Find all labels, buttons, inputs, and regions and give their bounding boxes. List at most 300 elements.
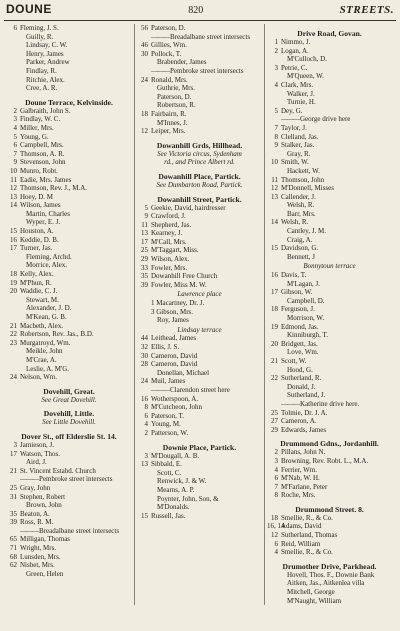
directory-entry	[6, 493, 132, 502]
entry-text: M'Donalds.	[157, 503, 190, 512]
house-number: 11	[10, 175, 17, 184]
intersection-line	[6, 475, 132, 484]
directory-entry	[267, 391, 392, 400]
entry-text: Miller, Mrs.	[20, 123, 54, 132]
house-number: 14	[271, 218, 278, 227]
entry-text: Smellie, R., & Co.	[281, 548, 333, 557]
directory-entry	[267, 514, 392, 523]
street-heading: Dowanhill Grds, Hillhead.	[156, 140, 243, 150]
house-number	[267, 72, 281, 81]
entry-text: M'Farlane, Peter	[281, 482, 328, 491]
directory-entry	[6, 458, 132, 467]
house-number	[267, 115, 281, 124]
entry-text: Parker, Andrew	[26, 58, 70, 67]
directory-entry	[267, 483, 392, 492]
house-number: 13	[141, 229, 148, 238]
entry-text: Nelson, Wm.	[20, 373, 58, 382]
directory-entry	[267, 531, 392, 540]
intersection-line	[267, 115, 392, 124]
directory-entry	[137, 316, 262, 325]
house-number	[137, 84, 151, 93]
entry-text: ——— Katherine drive here.	[281, 400, 392, 409]
house-number: 6	[13, 24, 17, 32]
directory-entry	[6, 184, 132, 193]
house-number: 16	[10, 235, 17, 244]
directory-entry	[137, 495, 262, 504]
directory-entry	[6, 124, 132, 133]
entry-text: Thomson, Rev. J., M.A.	[20, 184, 88, 193]
cross-reference-note: See Dumbarton Road, Partick.	[156, 180, 243, 189]
street-heading: Dowanhill Place, Partick.	[158, 171, 241, 181]
directory-entry	[137, 429, 262, 438]
directory-entry	[6, 244, 132, 253]
entry-text: Aird, J.	[26, 458, 47, 467]
house-number: 71	[10, 544, 17, 553]
directory-entry	[6, 115, 132, 124]
entry-text: Ferguson, J.	[281, 305, 315, 314]
page-number: 820	[188, 5, 204, 16]
directory-entry	[6, 58, 132, 67]
entry-text: Shepherd, Jas.	[151, 220, 192, 229]
house-number: 7	[13, 149, 17, 158]
house-number	[137, 477, 151, 486]
header-running-title: DOUNE	[6, 2, 52, 16]
entry-text: Mearns, A. P.	[157, 485, 195, 494]
house-number	[6, 501, 20, 510]
house-number: 39	[141, 280, 148, 289]
directory-entry	[267, 340, 392, 349]
entry-text: Fleming, Archd.	[26, 252, 72, 261]
house-number: 21	[10, 466, 17, 475]
directory-entry	[267, 297, 392, 306]
entry-text: M'Culloch, D.	[287, 55, 327, 64]
entry-text: Munro, Robt.	[20, 166, 58, 175]
entry-text: Morrison, W.	[287, 314, 325, 322]
entry-text: Petrie, C.	[281, 63, 308, 72]
house-number: 3	[274, 63, 278, 72]
house-number	[267, 597, 281, 606]
column-3	[264, 24, 394, 605]
directory-entry	[267, 457, 392, 466]
directory-entry	[137, 420, 262, 429]
house-number: 3	[144, 451, 148, 460]
directory-entry	[267, 571, 392, 580]
directory-entry	[137, 93, 262, 102]
house-number	[6, 296, 20, 305]
directory-entry	[137, 334, 262, 343]
house-number: 17	[141, 237, 148, 246]
entry-text: Macbeth, Alex.	[20, 321, 63, 330]
house-number	[137, 119, 151, 128]
entry-text: Smith, W.	[281, 158, 309, 167]
house-number: 15	[10, 227, 17, 236]
entry-text: M'Dougall, A. B.	[151, 451, 200, 460]
entry-text: M'Cutcheon, John	[151, 403, 203, 412]
entry-text: Henry, James	[26, 49, 64, 58]
house-number: 6	[274, 539, 278, 548]
directory-entry	[6, 467, 132, 476]
directory-entry	[6, 76, 132, 85]
directory-entry	[137, 246, 262, 255]
entry-text: Lindsay, C. W.	[26, 41, 68, 50]
intersection-line	[137, 386, 262, 395]
entry-text: ——— Pembroke street intersects	[20, 475, 132, 484]
entry-text: Bridgett, Jas.	[281, 339, 318, 348]
entry-text: Reid, William	[281, 539, 321, 548]
intersection-line	[267, 400, 392, 409]
entry-text: Wyper, E. J.	[26, 218, 61, 227]
house-number: 13	[271, 192, 278, 201]
directory-entry	[137, 395, 262, 404]
directory-entry	[6, 227, 132, 236]
entry-text: Stalker, Jas.	[281, 141, 315, 150]
directory-entry	[137, 221, 262, 230]
entry-text: Brabender, James	[157, 58, 207, 67]
directory-entry	[6, 322, 132, 331]
house-number: 35	[10, 509, 17, 518]
house-number: 14	[10, 201, 17, 210]
sub-place-name: Lindsay terrace	[177, 325, 222, 334]
entry-text: Patterson, W.	[151, 428, 189, 437]
house-number: 10	[10, 166, 17, 175]
house-number: 20	[10, 287, 17, 296]
house-number: 19	[271, 322, 278, 331]
directory-entry	[267, 323, 392, 332]
house-number: 8	[274, 132, 278, 141]
entry-text: Kelly, Alex.	[20, 270, 54, 279]
house-number: 7	[274, 482, 278, 491]
house-number: 8	[274, 491, 278, 500]
entry-text: Thomson, A. R.	[20, 149, 65, 158]
house-number	[137, 308, 151, 317]
house-number	[137, 503, 151, 512]
entry-text: Gillies, Wm.	[151, 41, 187, 50]
entry-text: Edmond, Jas.	[281, 322, 319, 331]
directory-page	[4, 0, 396, 631]
house-number: 16	[271, 271, 278, 280]
directory-entry	[6, 339, 132, 348]
entry-text: M'Taggart, Miss.	[151, 246, 199, 255]
house-number: 6	[274, 474, 278, 483]
house-number	[267, 227, 281, 236]
intersection-line	[6, 527, 132, 536]
entry-text: Fairbairn, R.	[151, 109, 187, 118]
house-number	[6, 76, 20, 85]
house-number	[267, 201, 281, 210]
directory-entry	[267, 253, 392, 262]
entry-text: M'Crae, A.	[26, 355, 57, 364]
directory-entry	[6, 107, 132, 116]
entry-text: Wilson, James	[20, 201, 61, 210]
entry-text: Love, Wm.	[287, 348, 319, 357]
house-number	[6, 210, 20, 219]
directory-entry	[6, 270, 132, 279]
house-number	[267, 90, 281, 99]
entry-text: Martin, Charles	[26, 209, 70, 218]
entry-text: Leslie, A. M'G.	[26, 364, 70, 373]
entry-text: Sibbald, E.	[151, 460, 182, 469]
directory-entry	[267, 280, 392, 289]
house-number: 19	[10, 278, 17, 287]
entry-text: Findlay, R.	[26, 66, 57, 75]
cross-reference-note: See Victoria circus, Sydenham	[157, 149, 242, 158]
directory-entry	[6, 373, 132, 382]
directory-entry	[267, 218, 392, 227]
house-number: 23	[10, 338, 17, 347]
entry-text: Morrice, Alex.	[26, 261, 68, 270]
house-number: 9	[144, 212, 148, 221]
entry-text: Ellis, J. S.	[151, 343, 180, 351]
directory-entry	[137, 24, 262, 33]
directory-entry	[6, 365, 132, 374]
entry-text: M'Naught, William	[287, 596, 342, 605]
entry-text: Nimmo, J.	[281, 38, 311, 46]
entry-text: Leithead, James	[151, 334, 197, 343]
entry-text: Sutherland, Thomas	[281, 531, 338, 540]
entry-text: Ronald, Mrs.	[151, 75, 188, 84]
directory-entry	[6, 141, 132, 150]
directory-entry	[267, 474, 392, 483]
directory-entry	[267, 597, 392, 606]
entry-text: Scott, C.	[157, 468, 182, 477]
street-heading: Dowanhill Street, Partick.	[157, 194, 242, 204]
entry-text: Dowanhill Free Church	[151, 272, 218, 281]
house-number	[6, 570, 20, 579]
entry-text: Lunsden, Mrs.	[20, 552, 61, 561]
entry-text: Donald, J.	[287, 382, 316, 391]
entry-text: Dey, G.	[281, 106, 303, 115]
directory-entry	[137, 50, 262, 59]
directory-entry	[137, 512, 262, 521]
house-number: 5	[13, 132, 17, 141]
header-section-title: STREETS.	[339, 4, 394, 16]
directory-entry	[267, 244, 392, 253]
house-number	[267, 383, 281, 392]
directory-entry	[6, 553, 132, 562]
directory-entry	[267, 383, 392, 392]
house-number: 8	[144, 403, 148, 412]
entry-text: Milligan, Thomas	[20, 535, 71, 544]
house-number	[6, 50, 20, 59]
house-number: 65	[10, 535, 17, 544]
street-heading: Drumother Drive, Parkhead.	[282, 561, 377, 571]
directory-entry	[137, 212, 262, 221]
directory-entry	[267, 210, 392, 219]
entry-text: Houston, A.	[20, 227, 54, 236]
directory-entry	[137, 58, 262, 67]
entry-text: Ritchie, Alex.	[26, 75, 65, 84]
directory-entry	[137, 486, 262, 495]
directory-entry	[6, 279, 132, 288]
directory-entry	[267, 366, 392, 375]
directory-entry	[6, 176, 132, 185]
directory-entry	[6, 535, 132, 544]
house-number	[137, 67, 151, 76]
house-number: 4	[13, 123, 17, 132]
house-number: 24	[141, 75, 148, 84]
house-number: 44	[141, 334, 148, 343]
house-number: 11	[271, 175, 278, 184]
directory-entry	[267, 90, 392, 99]
entry-text: Keddie, D. B.	[20, 235, 59, 244]
entry-text: ——— Breadalbane street intersects	[20, 527, 132, 536]
directory-entry	[6, 201, 132, 210]
entry-text: Nisbet, Mrs.	[20, 561, 55, 570]
house-number	[137, 58, 151, 67]
directory-entry	[6, 356, 132, 365]
directory-entry	[6, 561, 132, 570]
entry-text: Callender, J.	[281, 192, 316, 201]
directory-entry	[137, 469, 262, 478]
directory-entry	[267, 314, 392, 323]
house-number	[267, 314, 281, 323]
entry-text: Taylor, J.	[281, 123, 307, 132]
house-number: 22	[10, 330, 17, 339]
entry-text: M'Call, Mrs.	[151, 237, 187, 246]
house-number: 39	[10, 518, 17, 527]
house-number: 4	[274, 465, 278, 474]
directory-entry	[267, 588, 392, 597]
house-number: 24	[10, 373, 17, 382]
house-number: 3	[13, 115, 17, 124]
house-number	[267, 167, 281, 176]
directory-entry	[137, 238, 262, 247]
entry-text: Hoey, D. M	[20, 192, 53, 201]
directory-entry	[267, 227, 392, 236]
house-number: 6	[144, 411, 148, 420]
house-number	[137, 299, 151, 308]
house-number: 21	[271, 356, 278, 365]
entry-text: M'Lagan, J.	[287, 279, 320, 288]
entry-text: Ferrier, Wm.	[281, 465, 317, 474]
directory-entry	[267, 271, 392, 280]
house-number: 18	[271, 513, 278, 522]
directory-entry	[6, 67, 132, 76]
directory-entry	[137, 360, 262, 369]
entry-text: ——— Breadalbane street intersects	[151, 33, 262, 42]
entry-text: Brown, John	[26, 501, 62, 510]
directory-entry	[267, 55, 392, 64]
directory-entry	[6, 261, 132, 270]
entry-text: Scott, W.	[281, 356, 307, 365]
entry-text: M'Queen, W.	[287, 72, 324, 81]
directory-entry	[137, 264, 262, 273]
house-number: 17	[271, 288, 278, 297]
directory-entry	[6, 313, 132, 322]
entry-text: Roche, Mrs.	[281, 491, 316, 500]
directory-entry	[6, 518, 132, 527]
directory-entry	[137, 84, 262, 93]
entry-text: 3 Gibson, Mrs.	[151, 307, 194, 316]
directory-entry	[137, 503, 262, 512]
house-number: 4	[144, 420, 148, 429]
house-number: 2	[274, 46, 278, 55]
house-number: 16, 14	[267, 522, 285, 531]
directory-entry	[267, 64, 392, 73]
entry-text: Hovell, Thos. F., Downie Bank	[287, 570, 375, 579]
directory-entry	[137, 119, 262, 128]
house-number: 12	[141, 127, 148, 136]
column-2	[134, 24, 264, 605]
house-number: 25	[141, 246, 148, 255]
street-heading: Downie Place, Partick.	[162, 442, 237, 452]
entry-text: Geekie, David, hairdresser	[151, 203, 226, 212]
entry-text: Cameron, A.	[281, 417, 317, 426]
house-number	[267, 391, 281, 400]
house-number	[267, 579, 281, 588]
entry-text: Welsh, R.	[281, 218, 309, 227]
house-number: 2	[13, 106, 17, 115]
cross-reference-note: See Great Dovehill.	[41, 395, 97, 404]
house-number: 18	[10, 270, 17, 279]
entry-text: Fowler, Miss M. W.	[151, 280, 207, 289]
directory-entry	[137, 477, 262, 486]
entry-text: Thomson, John	[281, 175, 325, 184]
directory-entry	[267, 72, 392, 81]
house-number	[6, 84, 20, 93]
house-number: 30	[141, 351, 148, 360]
house-number: 29	[141, 255, 148, 264]
entry-text: 1 Macartney, Dr. J.	[151, 299, 205, 308]
directory-entry	[6, 570, 132, 579]
entry-text: M'Donnell, Misses	[281, 184, 334, 193]
house-number	[6, 218, 20, 227]
entry-text: Wright, Mrs.	[20, 544, 57, 553]
entry-text: Davis, T.	[281, 271, 307, 280]
directory-entry	[137, 41, 262, 50]
directory-entry	[267, 81, 392, 90]
entry-text: Pillans, John N.	[281, 448, 326, 457]
directory-entry	[6, 450, 132, 459]
entry-text: Watson, Thos.	[20, 449, 60, 458]
house-number	[137, 93, 151, 102]
entry-text: Logan, A.	[281, 46, 309, 55]
house-number: 11	[141, 220, 148, 229]
house-number: 29	[271, 425, 278, 434]
house-number	[267, 280, 281, 289]
directory-entry	[267, 491, 392, 500]
street-heading: Dovehill, Great.	[43, 386, 95, 396]
entry-text: Adams, David	[281, 522, 322, 531]
directory-entry	[6, 133, 132, 142]
directory-entry	[137, 452, 262, 461]
cross-reference-note: See Little Dovehill.	[42, 418, 96, 427]
house-number: 6	[13, 141, 17, 150]
street-heading: Drive Road, Govan.	[297, 29, 362, 38]
columns	[4, 21, 396, 605]
house-number	[137, 486, 151, 495]
entry-text: Cameron, David	[151, 351, 198, 360]
entry-text: Walker, J.	[287, 89, 315, 98]
house-number	[6, 304, 20, 313]
entry-text: Crawford, J.	[151, 212, 186, 221]
directory-entry	[137, 101, 262, 110]
entry-text: Gray, John	[20, 483, 51, 492]
house-number	[267, 253, 281, 262]
column-1	[4, 24, 134, 605]
entry-text: Kearney, J.	[151, 229, 183, 238]
entry-text: Sutherland, R.	[281, 374, 322, 383]
house-number	[267, 366, 281, 375]
entry-text: Clark, Mrs.	[281, 80, 314, 89]
directory-entry	[267, 98, 392, 107]
house-number	[137, 495, 151, 504]
directory-entry	[267, 193, 392, 202]
directory-entry	[267, 348, 392, 357]
house-number	[6, 527, 20, 536]
entry-text: Young, M.	[151, 420, 181, 429]
directory-entry	[137, 460, 262, 469]
